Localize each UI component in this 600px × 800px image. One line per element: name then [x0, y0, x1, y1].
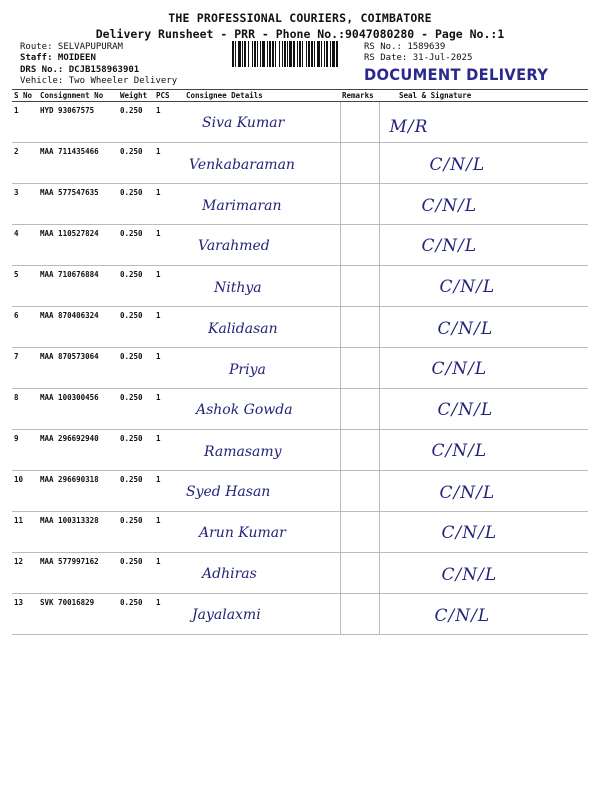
row-sno: 11 [12, 512, 38, 553]
row-weight: 0.250 [118, 512, 154, 553]
consignment-number: MAA 710676884 [38, 266, 118, 307]
remarks-cell [340, 102, 379, 143]
remarks-cell [340, 266, 379, 307]
row-pcs: 1 [154, 143, 184, 184]
consignee-cell [184, 143, 340, 184]
consignee-handwritten-name: Siva Kumar [202, 115, 285, 131]
remarks-cell [340, 143, 379, 184]
seal-signature-cell [379, 184, 588, 225]
consignee-handwritten-name: Ramasamy [204, 444, 282, 460]
consignee-cell [184, 430, 340, 471]
rs-date: RS Date: 31-Jul-2025 [364, 53, 473, 63]
barcode [232, 41, 358, 67]
consignee-cell [184, 307, 340, 348]
consignee-cell [184, 389, 340, 430]
consignment-number: MAA 100300456 [38, 389, 118, 430]
consignee-handwritten-name: Priya [229, 362, 266, 378]
consignee-cell [184, 553, 340, 594]
consignee-handwritten-name: Jayalaxmi [192, 607, 261, 623]
consignment-number: MAA 711435466 [38, 143, 118, 184]
row-weight: 0.250 [118, 225, 154, 266]
col-header-weight: Weight [118, 90, 154, 102]
row-sno: 4 [12, 225, 38, 266]
handwritten-signature: C/N/L [439, 277, 496, 297]
row-weight: 0.250 [118, 471, 154, 512]
seal-signature-cell [379, 225, 588, 266]
row-pcs: 1 [154, 225, 184, 266]
row-pcs: 1 [154, 266, 184, 307]
handwritten-signature: C/N/L [437, 319, 494, 339]
vehicle-label: Vehicle: Two Wheeler Delivery [20, 76, 178, 86]
consignment-number: MAA 110527824 [38, 225, 118, 266]
remarks-cell [340, 512, 379, 553]
handwritten-signature: C/N/L [421, 196, 478, 216]
consignee-handwritten-name: Venkabaraman [189, 157, 295, 173]
runsheet-subtitle: Delivery Runsheet - PRR - Phone No.:9047080280 - Page No.:1 [95, 27, 505, 41]
row-weight: 0.250 [118, 430, 154, 471]
row-sno: 3 [12, 184, 38, 225]
drs-number: DRS No.: DCJB158963901 [20, 65, 140, 75]
consignee-cell [184, 184, 340, 225]
remarks-cell [340, 184, 379, 225]
consignment-number: SVK 70016829 [38, 594, 118, 635]
table-row [12, 348, 588, 389]
consignee-handwritten-name: Arun Kumar [199, 525, 286, 541]
staff-label: Staff: MOIDEEN [20, 53, 96, 63]
remarks-cell [340, 225, 379, 266]
seal-signature-cell [379, 143, 588, 184]
row-sno: 8 [12, 389, 38, 430]
table-row [12, 471, 588, 512]
seal-signature-cell [379, 512, 588, 553]
table-row [12, 553, 588, 594]
table-row [12, 184, 588, 225]
remarks-cell [340, 594, 379, 635]
table-row [12, 594, 588, 635]
row-sno: 12 [12, 553, 38, 594]
handwritten-signature: C/N/L [431, 441, 488, 461]
row-sno: 10 [12, 471, 38, 512]
seal-signature-cell [379, 594, 588, 635]
col-header-pcs: PCS [154, 90, 184, 102]
company-title: THE PROFESSIONAL COURIERS, COIMBATORE [168, 11, 432, 25]
row-pcs: 1 [154, 102, 184, 143]
seal-signature-cell [379, 266, 588, 307]
consignee-cell [184, 348, 340, 389]
row-sno: 5 [12, 266, 38, 307]
seal-signature-cell [379, 348, 588, 389]
row-pcs: 1 [154, 348, 184, 389]
row-pcs: 1 [154, 307, 184, 348]
row-weight: 0.250 [118, 553, 154, 594]
handwritten-signature: C/N/L [421, 236, 478, 256]
row-sno: 7 [12, 348, 38, 389]
table-row [12, 225, 588, 266]
row-pcs: 1 [154, 512, 184, 553]
barcode-gap [338, 41, 339, 67]
row-weight: 0.250 [118, 266, 154, 307]
consignment-number: MAA 870406324 [38, 307, 118, 348]
col-header-remarks: Remarks [340, 90, 379, 102]
remarks-cell [340, 553, 379, 594]
handwritten-signature: C/N/L [437, 400, 494, 420]
col-header-consignment: Consignment No [38, 90, 118, 102]
col-header-consignee: Consignee Details [184, 90, 340, 102]
remarks-cell [340, 307, 379, 348]
seal-signature-cell [379, 389, 588, 430]
consignee-handwritten-name: Syed Hasan [186, 484, 271, 500]
consignee-cell [184, 594, 340, 635]
seal-signature-cell [379, 430, 588, 471]
row-weight: 0.250 [118, 307, 154, 348]
remarks-cell [340, 430, 379, 471]
handwritten-signature: C/N/L [431, 359, 488, 379]
table-row [12, 307, 588, 348]
consignee-handwritten-name: Adhiras [202, 566, 257, 582]
route-label: Route: SELVAPUPURAM [20, 42, 123, 52]
consignee-cell [184, 512, 340, 553]
table-row [12, 102, 588, 143]
row-sno: 1 [12, 102, 38, 143]
row-weight: 0.250 [118, 594, 154, 635]
table-row [12, 512, 588, 553]
handwritten-signature: C/N/L [434, 606, 491, 626]
seal-signature-cell [379, 102, 588, 143]
runsheet-table [12, 89, 588, 635]
row-sno: 9 [12, 430, 38, 471]
seal-signature-cell [379, 307, 588, 348]
remarks-cell [340, 471, 379, 512]
table-row [12, 389, 588, 430]
consignment-number: MAA 870573064 [38, 348, 118, 389]
col-header-seal: Seal & Signature [379, 90, 588, 102]
consignee-cell [184, 266, 340, 307]
col-header-sno: S No [12, 90, 38, 102]
consignee-handwritten-name: Kalidasan [208, 321, 278, 337]
row-sno: 2 [12, 143, 38, 184]
row-pcs: 1 [154, 471, 184, 512]
consignment-number: MAA 100313328 [38, 512, 118, 553]
consignment-number: HYD 93067575 [38, 102, 118, 143]
remarks-cell [340, 389, 379, 430]
table-row [12, 143, 588, 184]
row-sno: 13 [12, 594, 38, 635]
consignment-number: MAA 296692940 [38, 430, 118, 471]
document-delivery-stamp: DOCUMENT DELIVERY [364, 65, 549, 84]
handwritten-signature: C/N/L [439, 483, 496, 503]
consignee-handwritten-name: Nithya [214, 280, 262, 296]
row-pcs: 1 [154, 553, 184, 594]
handwritten-signature: C/N/L [441, 565, 498, 585]
remarks-cell [340, 348, 379, 389]
consignee-handwritten-name: Varahmed [198, 238, 270, 254]
consignment-number: MAA 577547635 [38, 184, 118, 225]
table-row [12, 430, 588, 471]
row-weight: 0.250 [118, 143, 154, 184]
consignee-cell [184, 102, 340, 143]
consignee-handwritten-name: Marimaran [202, 198, 282, 214]
row-pcs: 1 [154, 389, 184, 430]
consignee-cell [184, 225, 340, 266]
row-sno: 6 [12, 307, 38, 348]
consignment-number: MAA 577997162 [38, 553, 118, 594]
consignee-cell [184, 471, 340, 512]
handwritten-signature: C/N/L [429, 155, 486, 175]
rs-number: RS No.: 1589639 [364, 42, 446, 52]
table-row [12, 266, 588, 307]
seal-signature-cell [379, 553, 588, 594]
row-weight: 0.250 [118, 102, 154, 143]
seal-signature-cell [379, 471, 588, 512]
handwritten-signature: C/N/L [441, 523, 498, 543]
handwritten-signature: M/R [389, 117, 429, 137]
row-pcs: 1 [154, 184, 184, 225]
row-pcs: 1 [154, 430, 184, 471]
table-header-row [12, 90, 588, 102]
row-weight: 0.250 [118, 389, 154, 430]
row-pcs: 1 [154, 594, 184, 635]
consignment-number: MAA 296690318 [38, 471, 118, 512]
row-weight: 0.250 [118, 184, 154, 225]
consignee-handwritten-name: Ashok Gowda [196, 402, 293, 418]
row-weight: 0.250 [118, 348, 154, 389]
